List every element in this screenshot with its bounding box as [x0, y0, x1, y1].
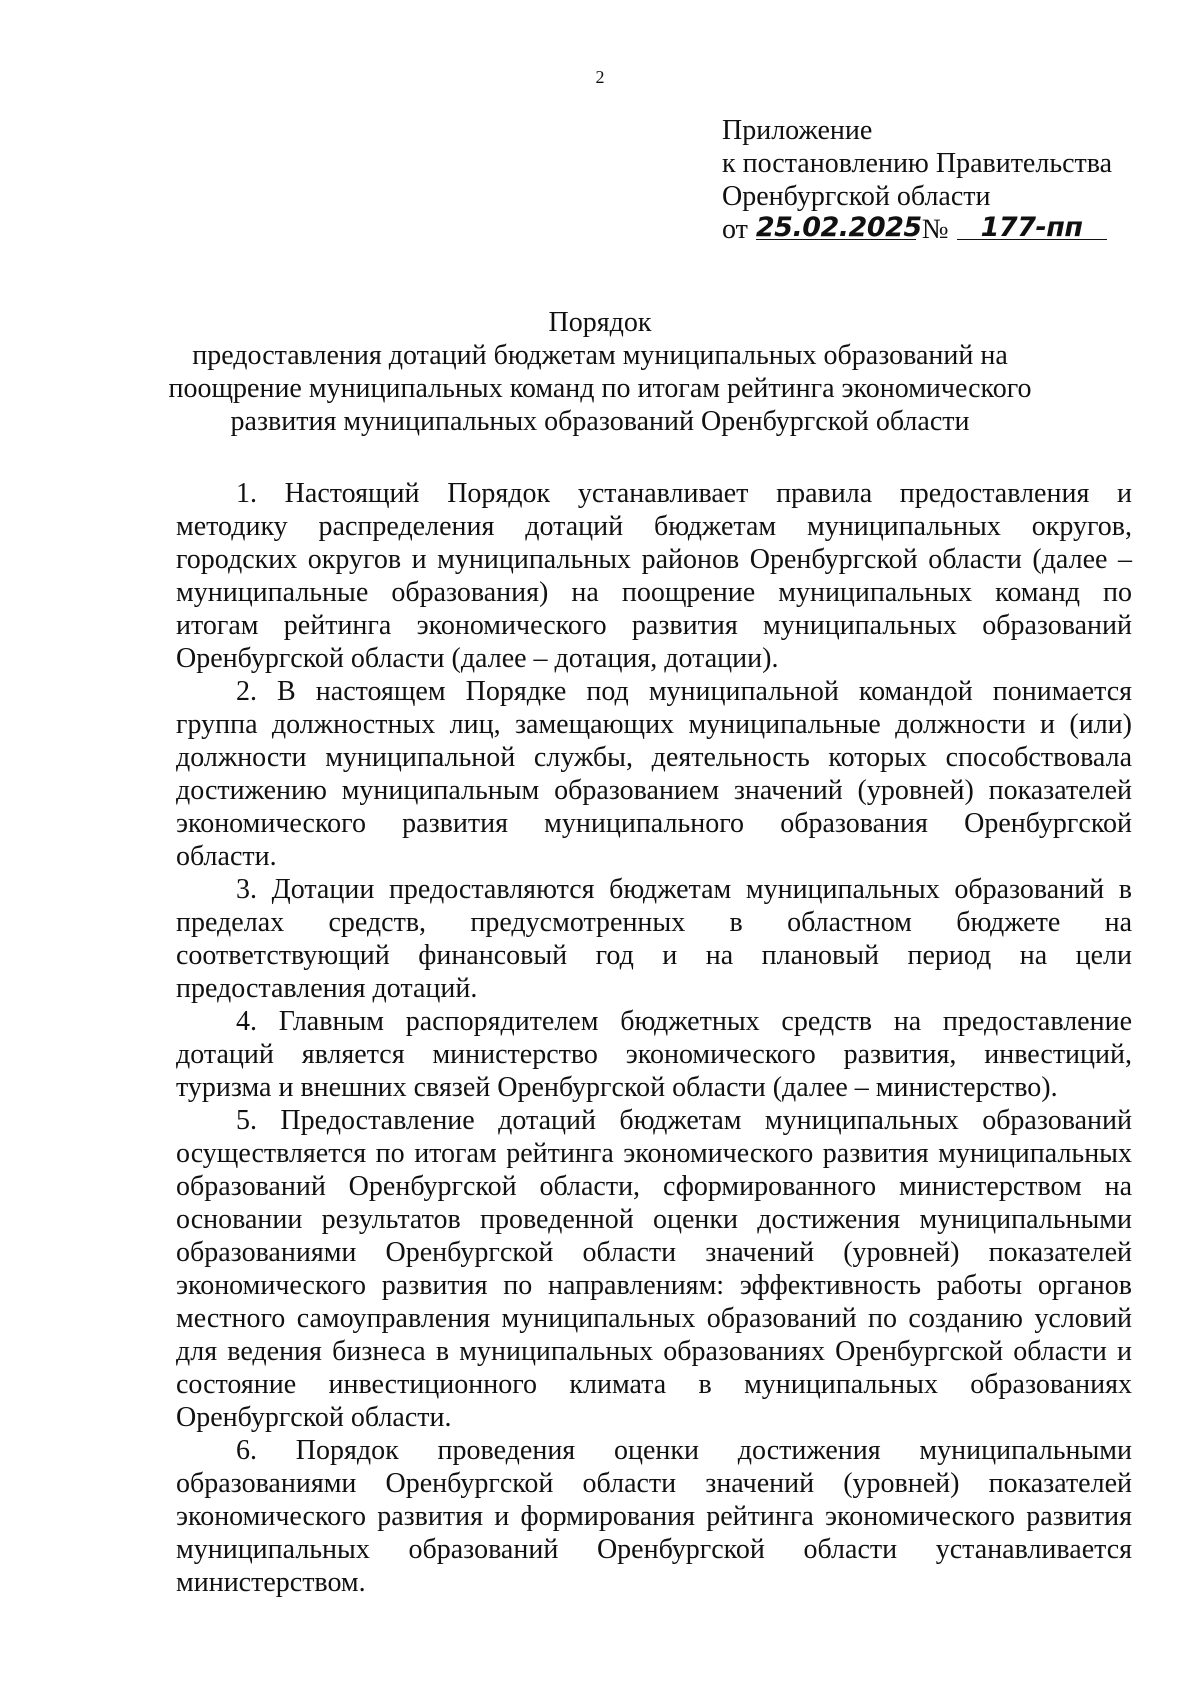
appendix-label: Приложение — [722, 115, 873, 146]
paragraph-line: туризма и внешних связей Оренбургской области (далее – министерство). — [176, 1072, 1058, 1103]
appendix-region-line: Оренбургской области — [722, 181, 991, 212]
from-prefix: от — [722, 214, 748, 245]
paragraph-line: экономического развития по направлениям: эффективность работы органов — [176, 1270, 1132, 1301]
paragraph-line: итогам рейтинга экономического развития муниципальных образований — [176, 610, 1132, 641]
paragraph-line: соответствующий финансовый год и на плановый период на цели — [176, 940, 1132, 971]
paragraph-3 — [176, 873, 1132, 1005]
handwritten-number: 177-пп — [980, 212, 1083, 243]
appendix-date-number-line — [722, 213, 1142, 246]
paragraph-line: экономического развития муниципального образования Оренбургской — [176, 808, 1132, 839]
appendix-block — [722, 114, 1142, 246]
paragraph-line: муниципальных образований Оренбургской области устанавливается — [176, 1534, 1132, 1565]
title-line-1: предоставления дотаций бюджетам муниципальных образований на — [192, 340, 1008, 371]
paragraph-line: муниципальные образования) на поощрение муниципальных команд по — [176, 577, 1132, 608]
paragraph-line: 1. Настоящий Порядок устанавливает правила предоставления и — [236, 478, 1132, 509]
paragraph-5 — [176, 1104, 1132, 1434]
paragraph-line: 2. В настоящем Порядке под муниципальной командой понимается — [236, 676, 1132, 707]
paragraph-line: для ведения бизнеса в муниципальных образованиях Оренбургской области и — [176, 1336, 1132, 1367]
document-title — [130, 306, 1070, 438]
paragraph-line: дотаций является министерство экономического развития, инвестиций, — [176, 1039, 1132, 1070]
appendix-resolution-line: к постановлению Правительства — [722, 148, 1113, 179]
paragraph-line: методику распределения дотаций бюджетам муниципальных округов, — [176, 511, 1132, 542]
paragraph-line: министерством. — [176, 1567, 366, 1598]
paragraph-line: образований Оренбургской области, сформированного министерством на — [176, 1171, 1132, 1202]
paragraph-line: образованиями Оренбургской области значений (уровней) показателей — [176, 1468, 1132, 1499]
paragraph-line: состояние инвестиционного климата в муниципальных образованиях — [176, 1369, 1132, 1400]
title-heading: Порядок — [548, 307, 652, 338]
paragraph-line: основании результатов проведенной оценки достижения муниципальными — [176, 1204, 1132, 1235]
paragraph-line: Оренбургской области. — [176, 1402, 452, 1433]
paragraph-line: пределах средств, предусмотренных в областном бюджете на — [176, 907, 1132, 938]
date-field — [755, 212, 922, 243]
paragraph-line: области. — [176, 841, 277, 872]
paragraph-line: городских округов и муниципальных районов Оренбургской области (далее – — [176, 544, 1132, 575]
paragraph-line: 6. Порядок проведения оценки достижения муниципальными — [236, 1435, 1132, 1466]
paragraph-2 — [176, 675, 1132, 873]
paragraph-line: экономического развития и формирования рейтинга экономического развития — [176, 1501, 1132, 1532]
paragraph-line: 4. Главным распорядителем бюджетных средств на предоставление — [236, 1006, 1132, 1037]
paragraph-line: предоставления дотаций. — [176, 973, 478, 1004]
paragraph-line: местного самоуправления муниципальных образований по созданию условий — [176, 1303, 1132, 1334]
paragraph-6 — [176, 1434, 1132, 1599]
paragraph-line: 3. Дотации предоставляются бюджетам муниципальных образований в — [236, 874, 1132, 905]
paragraph-4 — [176, 1005, 1132, 1104]
paragraph-line: осуществляется по итогам рейтинга экономического развития муниципальных — [176, 1138, 1132, 1169]
paragraph-line: группа должностных лиц, замещающих муниципальные должности и (или) — [176, 709, 1132, 740]
page-number: 2 — [595, 67, 605, 87]
paragraph-line: должности муниципальной службы, деятельность которых способствовала — [176, 742, 1132, 773]
title-line-3: развития муниципальных образований Оренбургской области — [230, 406, 970, 437]
handwritten-date: 25.02.2025 — [755, 212, 922, 243]
paragraph-line: Оренбургской области (далее – дотация, дотации). — [176, 643, 779, 674]
number-sign: № — [921, 214, 949, 245]
document-body — [176, 477, 1132, 1599]
paragraph-line: 5. Предоставление дотаций бюджетам муниципальных образований — [236, 1105, 1132, 1136]
paragraph-line: достижению муниципальным образованием значений (уровней) показателей — [176, 775, 1132, 806]
number-field — [957, 212, 1107, 243]
title-line-2: поощрение муниципальных команд по итогам рейтинга экономического — [168, 373, 1032, 404]
paragraph-1 — [176, 477, 1132, 675]
paragraph-line: образованиями Оренбургской области значений (уровней) показателей — [176, 1237, 1132, 1268]
